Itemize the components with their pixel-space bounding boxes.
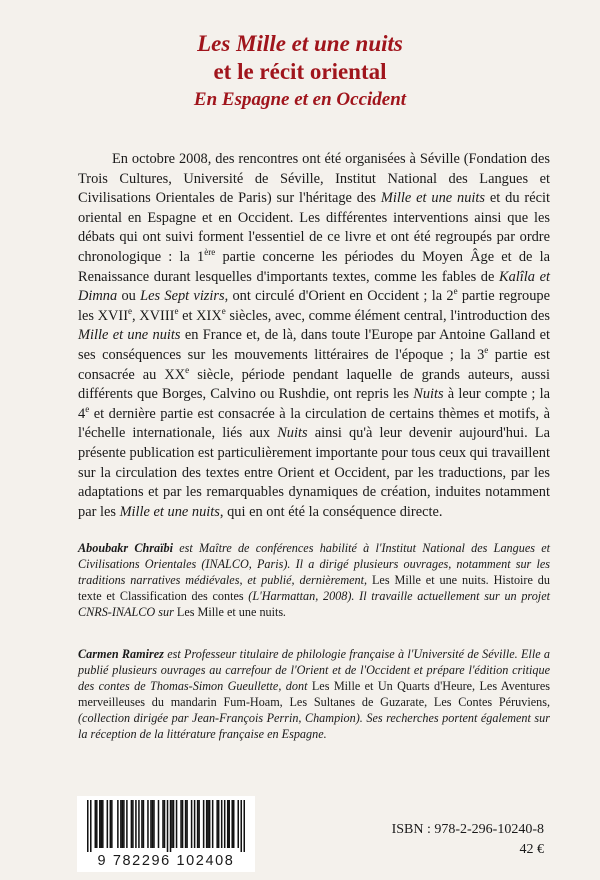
barcode-bar: [150, 800, 152, 848]
title-line-1: Les Mille et une nuits: [197, 31, 403, 56]
barcode-bar: [203, 800, 205, 848]
barcode-bar: [182, 800, 184, 848]
barcode-bar: [233, 800, 235, 848]
barcode-bar: [117, 800, 119, 848]
barcode-number: 9 782296 102408: [97, 853, 235, 869]
barcode-bar: [122, 800, 124, 848]
barcode-bar: [126, 800, 128, 848]
barcode-bar: [218, 800, 220, 848]
barcode-bar: [123, 800, 125, 848]
barcode-bar: [99, 800, 101, 848]
author-name: Carmen Ramirez: [78, 647, 164, 661]
barcode-bar: [207, 800, 209, 848]
barcode-bar: [194, 800, 196, 848]
barcode-bar: [221, 800, 223, 848]
barcode-bar: [216, 800, 218, 848]
barcode-bar: [173, 800, 175, 848]
barcode-bar: [171, 800, 173, 848]
barcode-bar: [147, 800, 149, 848]
barcode-bar: [237, 800, 239, 848]
barcode-bar: [231, 800, 233, 848]
barcode-bar: [224, 800, 226, 848]
barcode-bar: [212, 800, 214, 848]
barcode-bar: [158, 800, 160, 848]
author-bio-chraibi: Aboubakr Chraïbi est Maître de conférences habilité à l'Institut National des Langues et Civilisations Orientales (INALCO, Paris). Il a dirigé plusieurs ouvrages, notamment sur les traditions narratives médiévales, et publié, dernièrement, Les Mille et une nuits. Histoire du texte et Classification des contes (L'Harmattan, 2008). Il travaille actuellement sur un projet CNRS-INALCO sur Les Mille et une nuits.: [78, 541, 551, 620]
barcode-bar: [102, 800, 104, 848]
barcode-bar: [191, 800, 193, 848]
barcode-bar: [170, 800, 172, 852]
barcode-bar: [162, 800, 164, 848]
barcode-bar: [240, 800, 242, 852]
barcode-bar: [110, 800, 112, 848]
barcode-bar: [185, 800, 187, 848]
barcode-bar: [131, 800, 133, 848]
barcode-bar: [141, 800, 143, 848]
barcode-bar: [164, 800, 166, 848]
title-line-2: et le récit oriental: [213, 59, 387, 84]
barcode-bar: [152, 800, 154, 848]
barcode-bar: [209, 800, 211, 848]
author-bio-ramirez: Carmen Ramirez est Professeur titulaire de philologie française à l'Université de Séville. Elle a publié plusieurs ouvrages au carrefour de l'Orient et de l'Occident et prépare l'édition critique des contes de Thomas-Simon Gueullette, dont Les Mille et Un Quarts d'Heure, Les Aventures merveilleuses du mandarin Fum-Hoam, Les Sultanes de Guzarate, Les Contes Péruviens, (collection dirigée par Jean-François Perrin, Champion). Ses recherches portent également sur la réception de la littérature française en Espagne.: [78, 647, 550, 742]
barcode-bar: [243, 800, 245, 852]
barcode-bar: [87, 800, 89, 852]
barcode-bar: [228, 800, 230, 848]
barcode-bar: [186, 800, 188, 848]
barcode-bar: [227, 800, 229, 848]
summary-paragraph: En octobre 2008, des rencontres ont été organisées à Séville (Fondation des Trois Cultures, Université de Séville, Institut National des Langues et Civilisations Orientales de Paris) sur l'héritage des Mille et une nuits et du récit oriental en Espagne et en Occident. Les différentes interventions ainsi que les débats qui ont suivi forment l'essentiel de ce livre et ont été regroupés par ordre chronologique : la 1ère partie concerne les périodes du Moyen Âge et de la Renaissance durant lesquelles d'importants textes, comme les fables de Kalîla et Dimna ou Les Sept vizirs, ont circulé d'Orient en Occident ; la 2e partie regroupe les XVIIe, XVIIIe et XIXe siècles, avec, comme élément central, l'introduction des Mille et une nuits en France et, de là, dans toute l'Europe par Antoine Galland et ses conséquences sur les mouvements littéraires de l'époque ; la 3e partie est consacrée au XXe siècle, période pendant laquelle de grands auteurs, aussi différents que Borges, Calvino ou Rushdie, ont repris les Nuits à leur compte ; la 4e et dernière partie est consacrée à la circulation de certains thèmes et motifs, à l'échelle internationale, liés aux Nuits ainsi qu'à leur devenir aujourd'hui. La présente publication est particulièrement importante pour tous ceux qui travaillent sur la circulation des textes entre Orient et Occident, par les traductions, par les adaptations et par les remarquables dynamiques de création, induites notamment par les Mille et une nuits, qui en ont été la conséquence directe.: [78, 151, 551, 520]
barcode-bar: [198, 800, 200, 848]
isbn: ISBN : 978-2-296-10240-8: [391, 822, 544, 837]
barcode-bar: [143, 800, 145, 848]
barcode-bar: [153, 800, 155, 848]
barcode-bar: [167, 800, 169, 852]
barcode-bar: [120, 800, 122, 848]
barcode-bar: [135, 800, 137, 848]
price: 42 €: [519, 842, 544, 857]
barcode: [77, 796, 255, 872]
barcode-bar: [176, 800, 178, 848]
barcode-bar: [101, 800, 103, 848]
barcode-bar: [95, 800, 97, 848]
barcode-bars: [87, 800, 245, 852]
barcode-bar: [180, 800, 182, 848]
barcode-bar: [197, 800, 199, 848]
barcode-bar: [96, 800, 98, 848]
subtitle: En Espagne et en Occident: [193, 89, 407, 110]
barcode-bar: [206, 800, 208, 848]
barcode-bar: [132, 800, 134, 848]
author-name: Aboubakr Chraïbi: [78, 541, 173, 555]
barcode-bar: [90, 800, 92, 852]
barcode-bar: [111, 800, 113, 848]
barcode-bar: [138, 800, 140, 848]
barcode-bar: [107, 800, 109, 848]
